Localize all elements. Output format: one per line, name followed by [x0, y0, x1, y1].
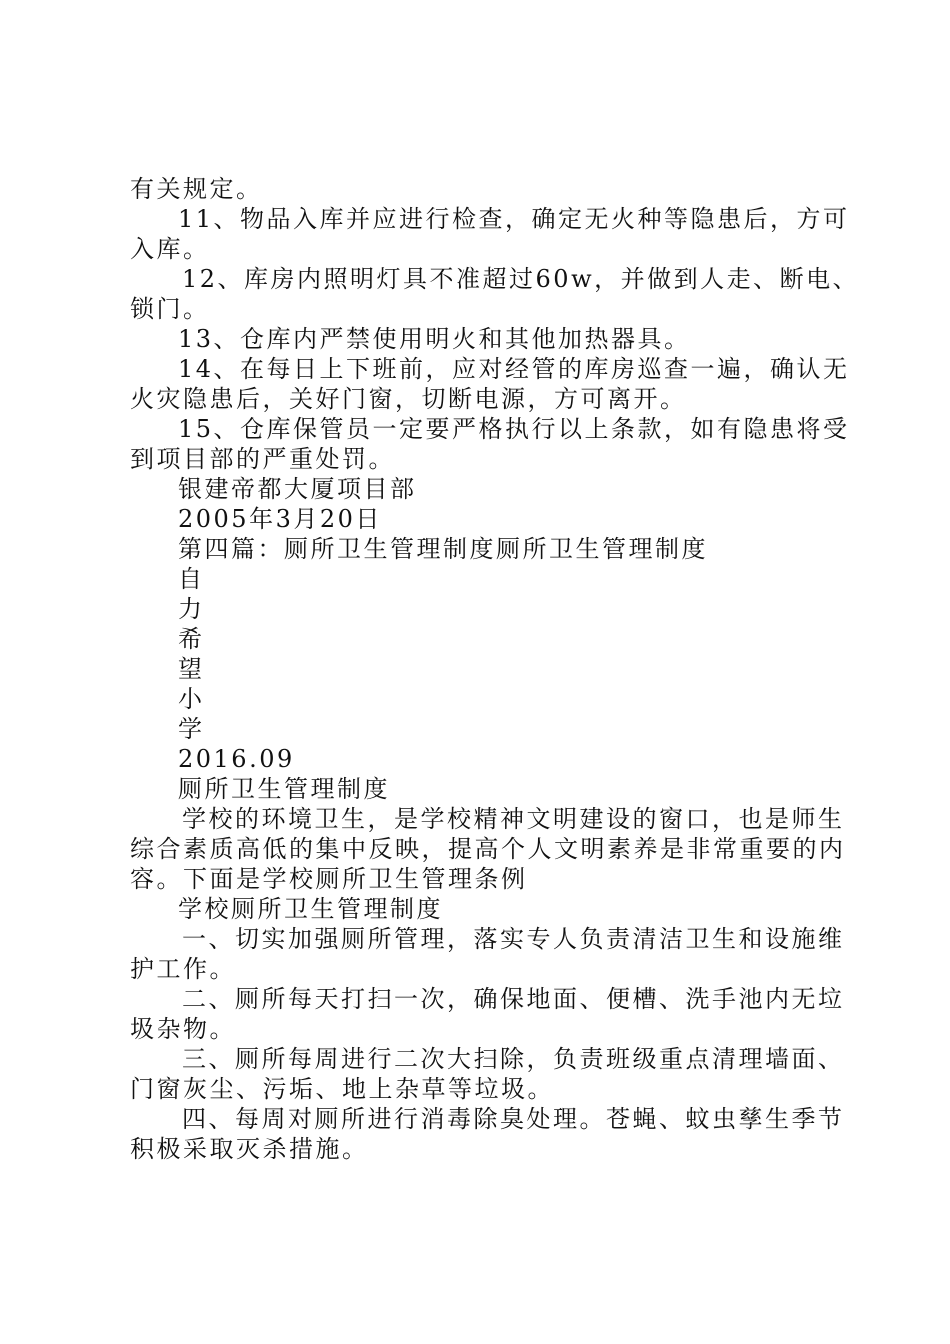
- text-line: 2016.09: [178, 745, 295, 773]
- text-line: 二、厕所每天打扫一次，确保地面、便槽、洗手池内无垃: [182, 985, 845, 1013]
- text-line: 四、每周对厕所进行消毒除臭处理。苍蝇、蚊虫孳生季节: [182, 1105, 845, 1133]
- text-line: 一、切实加强厕所管理，落实专人负责清洁卫生和设施维: [182, 925, 845, 953]
- text-line: 护工作。: [130, 955, 236, 983]
- text-line: 三、厕所每周进行二次大扫除，负责班级重点清理墙面、: [182, 1045, 845, 1073]
- text-line: 银建帝都大厦项目部: [178, 475, 417, 503]
- text-line: 12、库房内照明灯具不准超过60w，并做到人走、断电、: [182, 265, 860, 293]
- text-line: 小: [178, 685, 205, 713]
- text-line: 力: [178, 595, 205, 623]
- text-line: 学校的环境卫生，是学校精神文明建设的窗口，也是师生: [182, 805, 845, 833]
- document-body: [130, 174, 860, 1164]
- text-line: 希: [178, 625, 205, 653]
- text-line: 圾杂物。: [130, 1015, 236, 1043]
- text-line: 学: [178, 715, 205, 743]
- text-line: 厕所卫生管理制度: [178, 775, 390, 803]
- section-heading: 第四篇：厕所卫生管理制度厕所卫生管理制度: [178, 535, 708, 563]
- text-line: 11、物品入库并应进行检查，确定无火种等隐患后，方可: [178, 205, 850, 233]
- text-line: 13、仓库内严禁使用明火和其他加热器具。: [178, 325, 691, 353]
- text-line: 积极采取灭杀措施。: [130, 1135, 369, 1163]
- text-line: 锁门。: [130, 295, 210, 323]
- text-line: 火灾隐患后，关好门窗，切断电源，方可离开。: [130, 385, 687, 413]
- text-line: 有关规定。: [130, 175, 263, 203]
- text-line: 14、在每日上下班前，应对经管的库房巡查一遍，确认无: [178, 355, 850, 383]
- text-line: 综合素质高低的集中反映，提高个人文明素养是非常重要的内: [130, 835, 846, 863]
- text-line: 容。下面是学校厕所卫生管理条例: [130, 865, 528, 893]
- text-line: 2005年3月20日: [178, 505, 382, 533]
- text-line: 学校厕所卫生管理制度: [178, 895, 443, 923]
- text-line: 门窗灰尘、污垢、地上杂草等垃圾。: [130, 1075, 554, 1103]
- text-line: 望: [178, 655, 205, 683]
- text-line: 入库。: [130, 235, 210, 263]
- text-line: 15、仓库保管员一定要严格执行以上条款，如有隐患将受: [178, 415, 850, 443]
- text-line: 自: [178, 565, 205, 593]
- text-line: 到项目部的严重处罚。: [130, 445, 395, 473]
